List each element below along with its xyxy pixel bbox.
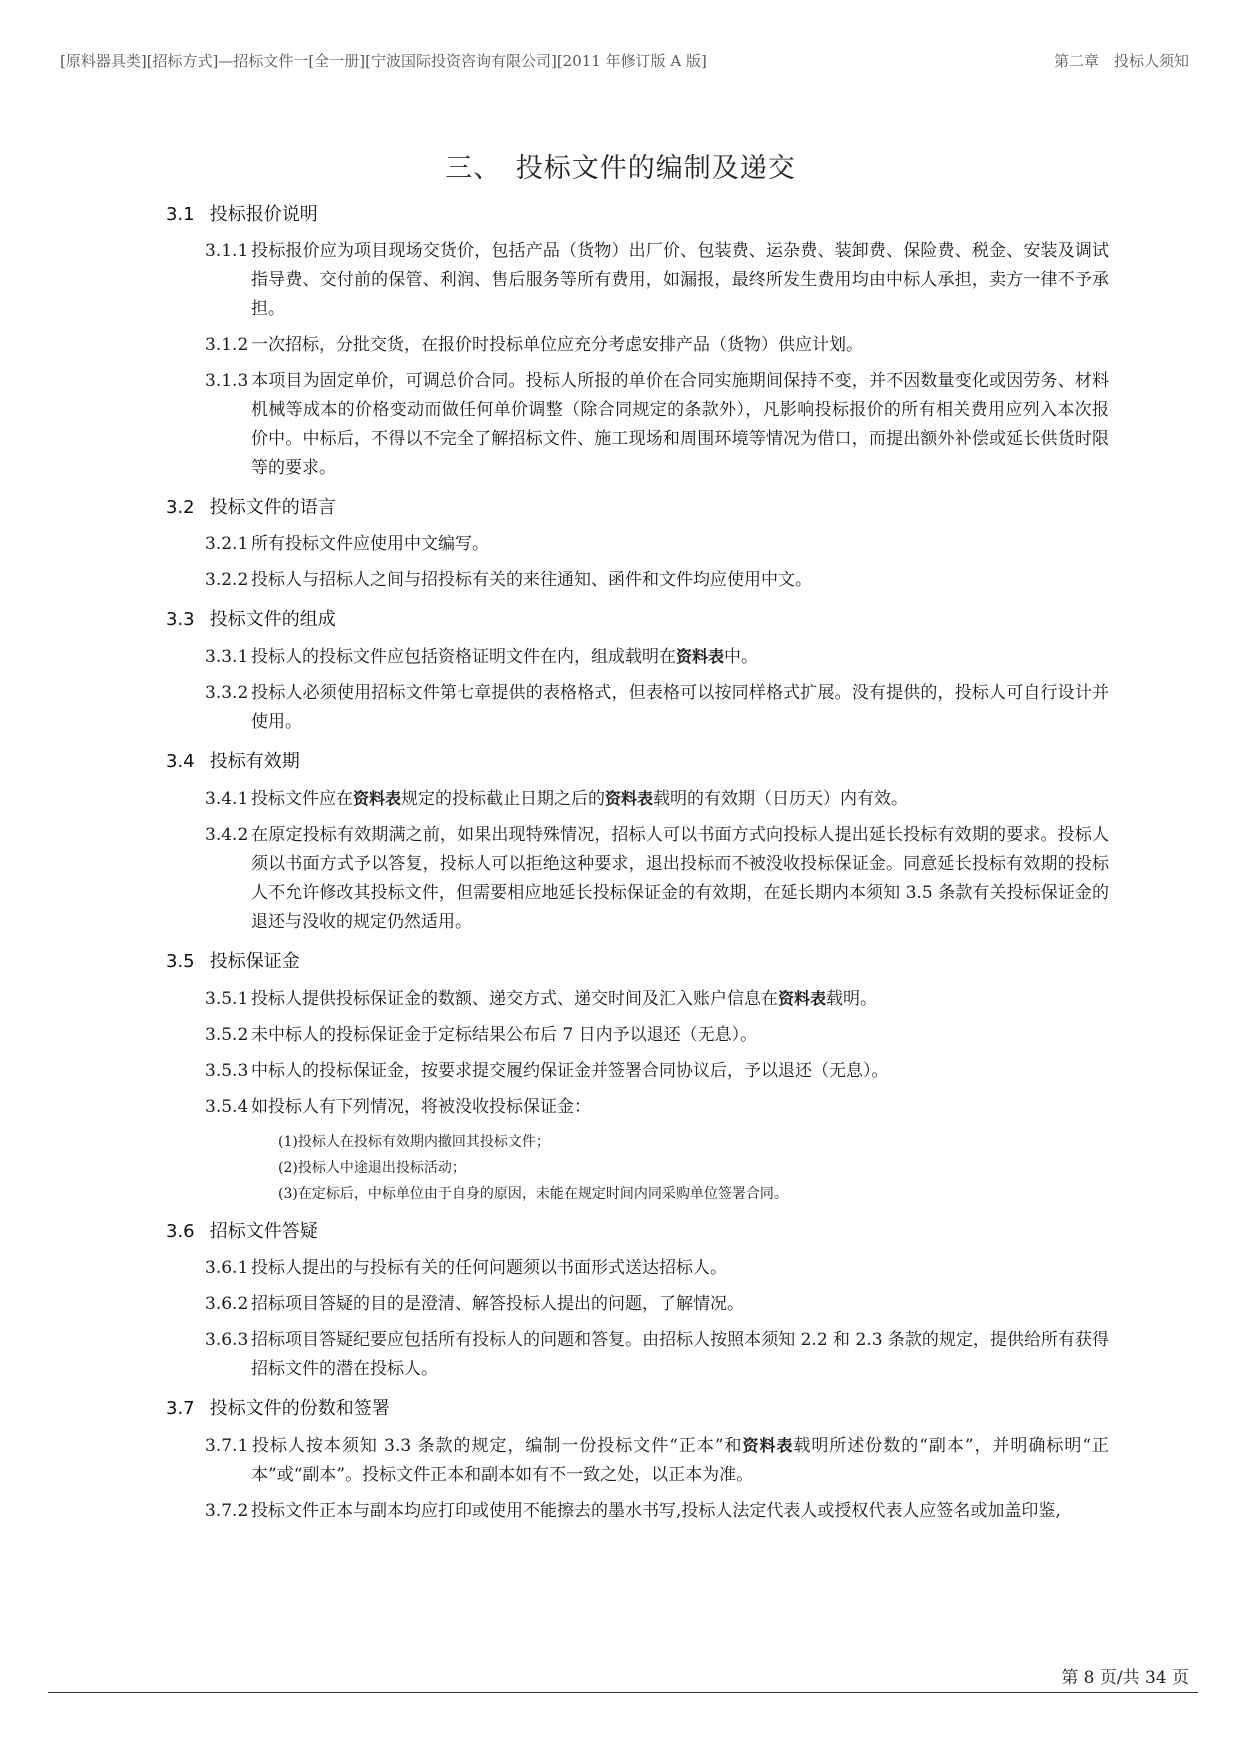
clause-text: 载明所述份数的“副本”，并明确标明“正本”或“副本”。投标文件正本和副本如有不一致之处，以正本为准。 (251, 1436, 1109, 1485)
clause-text: 投标报价应为项目现场交货价，包括产品（货物）出厂价、包装费、运杂费、装卸费、保险费、税金、安装及调试指导费、交付前的保管、利润、售后服务等所有费用，如漏报，最终所发生费用均由中标人承担，卖方一律不予承担。 (251, 241, 1109, 319)
clause-text: 投标人提供投标保证金的数额、递交方式、递交时间及汇入账户信息在 (251, 989, 778, 1009)
section-number: 3.3 (166, 609, 195, 630)
section-number: 3.6 (166, 1221, 195, 1242)
clause-text: 投标人按本须知 3.3 条款的规定，编制一份投标文件“正本”和 (251, 1436, 743, 1456)
clause-number: 3.6.2 (205, 1294, 249, 1314)
section-title: 投标文件的份数和签署 (209, 1398, 390, 1419)
sub-item: (3)在定标后，中标单位由于自身的原因，未能在规定时间内同采购单位签署合同。 (278, 1186, 788, 1202)
sub-item: (2)投标人中途退出投标活动； (278, 1160, 466, 1176)
clause-text: 投标人与招标人之间与招投标有关的来往通知、函件和文件均应使用中文。 (251, 570, 812, 590)
clause-number: 3.4.2 (205, 825, 249, 845)
section-number: 3.7 (166, 1398, 195, 1419)
clause-emphasis: 资料表 (353, 789, 402, 808)
clause-number: 3.1.1 (205, 241, 249, 261)
section-heading (166, 949, 1241, 975)
clause-text: 投标人必须使用招标文件第七章提供的表格格式，但表格可以按同样格式扩展。没有提供的，投标人可自行设计并使用。 (251, 683, 1109, 732)
clause (205, 1497, 1109, 1526)
clause-text: 中标人的投标保证金，按要求提交履约保证金并签署合同协议后，予以退还（无息）。 (251, 1061, 889, 1081)
clause-text: 在原定投标有效期满之前，如果出现特殊情况，招标人可以书面方式向投标人提出延长投标有效期的要求。投标人须以书面方式予以答复，投标人可以拒绝这种要求，退出投标而不被没收投标保证金。同意延长投标有效期的投标人不允许修改其投标文件，但需要相应地延长投标保证金的有效期，在延长期内本须知 3.5 条款有关投标保证金的退还与没收的规定仍然适用。 (251, 825, 1109, 932)
clause-number: 3.3.2 (205, 683, 249, 703)
clause-number: 3.4.1 (205, 789, 249, 809)
clause-text: 载明。 (826, 989, 878, 1009)
section-heading (166, 749, 1241, 775)
clause (205, 367, 1109, 483)
clause-emphasis: 资料表 (778, 989, 827, 1008)
clause-number: 3.7.1 (205, 1436, 249, 1456)
clause-text: 投标人的投标文件应包括资格证明文件在内，组成载明在 (251, 647, 676, 667)
clause-number: 3.2.1 (205, 534, 249, 554)
clause-text: 规定的投标截止日期之后的 (401, 789, 606, 809)
section-3-3 (0, 607, 1241, 737)
clause (205, 1290, 1109, 1319)
section-number: 3.5 (166, 951, 195, 972)
clause (205, 566, 1109, 595)
clause-number: 3.1.3 (205, 371, 249, 391)
section-number: 3.1 (166, 204, 195, 225)
clause (205, 642, 1109, 672)
section-3-7 (0, 1396, 1241, 1526)
clause-number: 3.5.3 (205, 1061, 249, 1081)
clause-text: 未中标人的投标保证金于定标结果公布后 7 日内予以退还（无息）。 (251, 1025, 758, 1045)
clause (205, 784, 1109, 814)
clause (205, 1326, 1109, 1384)
clause-emphasis: 资料表 (605, 789, 654, 808)
section-number: 3.4 (166, 751, 195, 772)
section-3-2 (0, 495, 1241, 595)
clause-number: 3.5.4 (205, 1097, 249, 1117)
clause-text: 本项目为固定单价，可调总价合同。投标人所报的单价在合同实施期间保持不变，并不因数量变化或因劳务、材料机械等成本的价格变动而做任何单价调整（除合同规定的条款外），凡影响投标报价的所有相关费用应列入本次报价中。中标后，不得以不完全了解招标文件、施工现场和周围环境等情况为借口，而提出额外补偿或延长供货时限等的要求。 (251, 371, 1109, 478)
clause (205, 530, 1109, 559)
clause-number: 3.6.3 (205, 1330, 249, 1350)
page-number: 第 8 页/共 34 页 (1061, 1668, 1189, 1688)
section-3-6 (0, 1219, 1241, 1384)
clause (205, 679, 1109, 737)
section-title: 投标文件的组成 (209, 609, 336, 630)
clause-number: 3.3.1 (205, 647, 249, 667)
sub-item: (1)投标人在投标有效期内撤回其投标文件； (278, 1134, 550, 1150)
section-heading (166, 607, 1241, 633)
clause (205, 1021, 1109, 1050)
clause (205, 821, 1109, 937)
section-title: 投标报价说明 (209, 204, 318, 225)
clause-number: 3.5.1 (205, 989, 249, 1009)
section-title: 投标保证金 (209, 951, 300, 972)
clause-text: 中。 (724, 647, 759, 667)
clause-text: 投标文件正本与副本均应打印或使用不能擦去的墨水书写,投标人法定代表人或授权代表人应签名或加盖印鉴, (251, 1501, 1061, 1521)
section-heading (166, 1219, 1241, 1245)
clause (205, 331, 1109, 360)
clause-text: 如投标人有下列情况，将被没收投标保证金： (251, 1097, 591, 1117)
clause (205, 1431, 1109, 1490)
clause-text: 载明的有效期（日历天）内有效。 (653, 789, 909, 809)
clause-text: 招标项目答疑的目的是澄清、解答投标人提出的问题，了解情况。 (251, 1294, 744, 1314)
section-3-1 (0, 202, 1241, 483)
running-header-left: [原料器具类][招标方式]—招标文件一[全一册][宁波国际投资咨询有限公司][2011 年修订版 A 版] (60, 52, 707, 70)
section-heading (166, 495, 1241, 521)
clause-text: 一次招标，分批交货，在报价时投标单位应充分考虑安排产品（货物）供应计划。 (251, 335, 863, 355)
footer-divider (48, 1692, 1198, 1693)
clause-number: 3.2.2 (205, 570, 249, 590)
section-3-5 (0, 949, 1241, 1207)
section-heading (166, 202, 1241, 228)
clause-number: 3.6.1 (205, 1258, 249, 1278)
section-title: 投标有效期 (209, 751, 300, 772)
section-3-4 (0, 749, 1241, 937)
clause-number: 3.7.2 (205, 1501, 249, 1521)
clause (205, 1057, 1109, 1086)
section-number: 3.2 (166, 497, 195, 518)
document-body (0, 202, 1241, 1538)
clause-emphasis: 资料表 (676, 647, 725, 666)
running-header-right: 第二章 投标人须知 (1053, 52, 1189, 70)
section-title: 投标文件的语言 (209, 497, 336, 518)
section-title: 招标文件答疑 (209, 1221, 318, 1242)
clause (205, 237, 1109, 324)
section-heading (166, 1396, 1241, 1422)
clause (205, 984, 1109, 1014)
clause-number: 3.5.2 (205, 1025, 249, 1045)
clause-text: 所有投标文件应使用中文编写。 (251, 534, 489, 554)
clause-text: 招标项目答疑纪要应包括所有投标人的问题和答复。由招标人按照本须知 2.2 和 2.3 条款的规定，提供给所有获得招标文件的潜在投标人。 (251, 1330, 1109, 1379)
clause-text: 投标文件应在 (251, 789, 353, 809)
clause-emphasis: 资料表 (742, 1436, 794, 1455)
clause (205, 1254, 1109, 1283)
clause (205, 1093, 1109, 1122)
clause-text: 投标人提出的与投标有关的任何问题须以书面形式送达招标人。 (251, 1258, 727, 1278)
chapter-section-title: 三、 投标文件的编制及递交 (445, 153, 796, 184)
clause-number: 3.1.2 (205, 335, 249, 355)
